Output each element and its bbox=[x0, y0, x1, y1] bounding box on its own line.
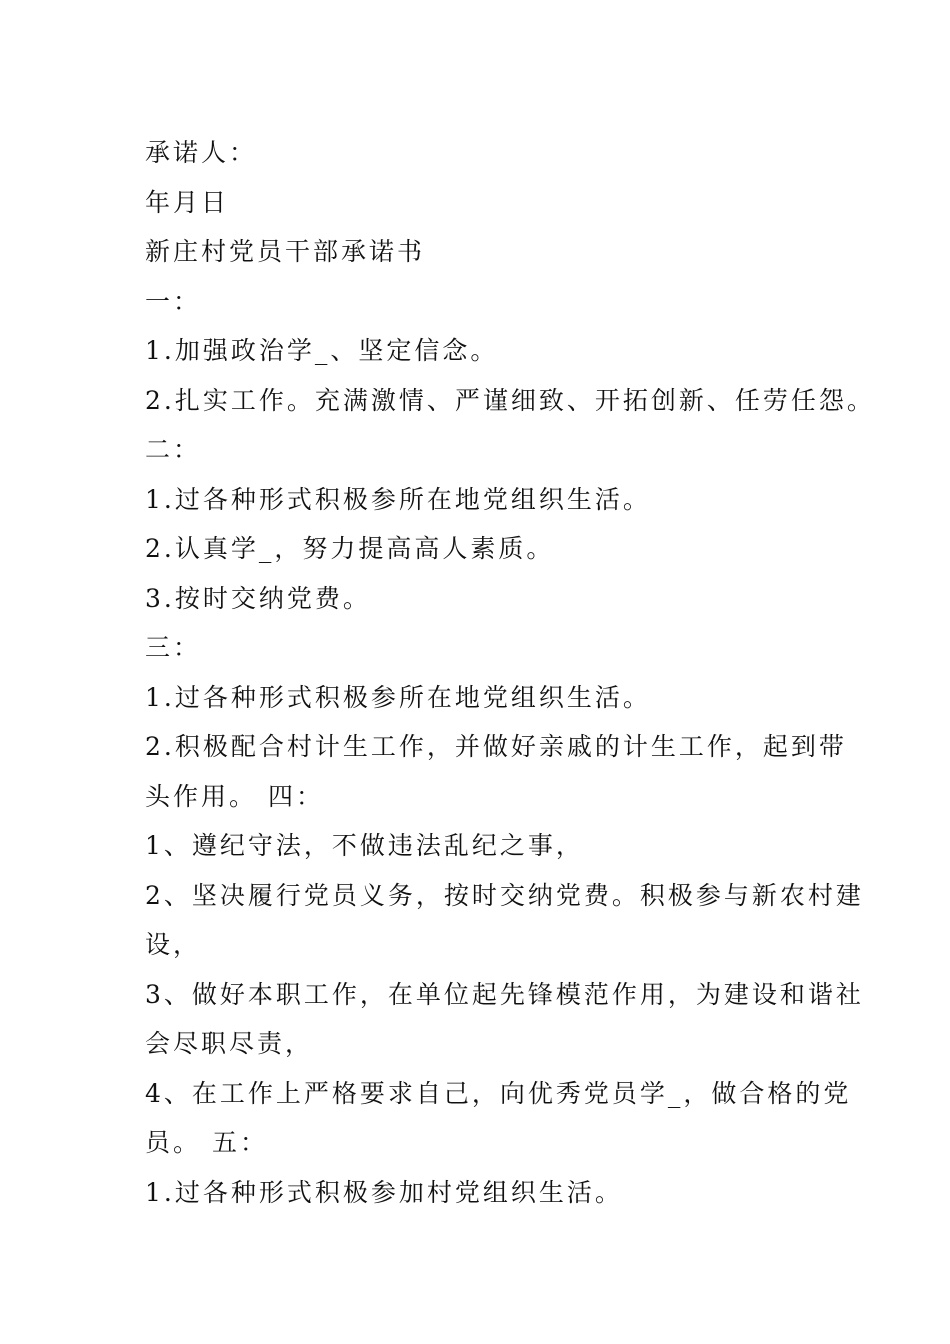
text-line: 3、做好本职工作，在单位起先锋模范作用，为建设和谐社 bbox=[145, 979, 864, 1009]
section-heading-3: 三： bbox=[145, 633, 202, 662]
text-line: 2.积极配合村计生工作，并做好亲戚的计生工作，起到带 bbox=[145, 732, 847, 761]
text-line: 1、遵纪守法，不做违法乱纪之事， bbox=[145, 831, 584, 860]
text-line: 1.过各种形式积极参所在地党组织生活。 bbox=[145, 682, 651, 712]
text-line: 3.按时交纳党费。 bbox=[145, 583, 371, 613]
text-line: 1.过各种形式积极参加村党组织生活。 bbox=[145, 1177, 623, 1207]
text-line: 4、在工作上严格要求自己，向优秀党员学_，做合格的党 bbox=[145, 1078, 852, 1108]
text-line: 2.认真学_，努力提高高人素质。 bbox=[145, 534, 555, 563]
text-line: 头作用。 四： bbox=[145, 781, 324, 811]
document-title: 新庄村党员干部承诺书 bbox=[145, 237, 426, 266]
text-line: 2.扎实工作。充满激情、严谨细致、开拓创新、任劳任怨。 bbox=[145, 385, 875, 415]
section-heading-2: 二： bbox=[145, 435, 202, 464]
text-line: 会尽职尽责， bbox=[145, 1029, 314, 1058]
text-line: 1.加强政治学_、坚定信念。 bbox=[145, 336, 499, 365]
text-line: 设， bbox=[145, 930, 202, 959]
signer-label: 承诺人： bbox=[145, 138, 258, 167]
document-body bbox=[145, 128, 875, 1217]
date-label: 年月日 bbox=[145, 187, 230, 217]
text-line: 员。 五： bbox=[145, 1128, 268, 1157]
text-line: 1.过各种形式积极参所在地党组织生活。 bbox=[145, 484, 651, 514]
text-line: 2、坚决履行党员义务，按时交纳党费。积极参与新农村建 bbox=[145, 880, 864, 910]
section-heading-1: 一： bbox=[145, 286, 202, 316]
